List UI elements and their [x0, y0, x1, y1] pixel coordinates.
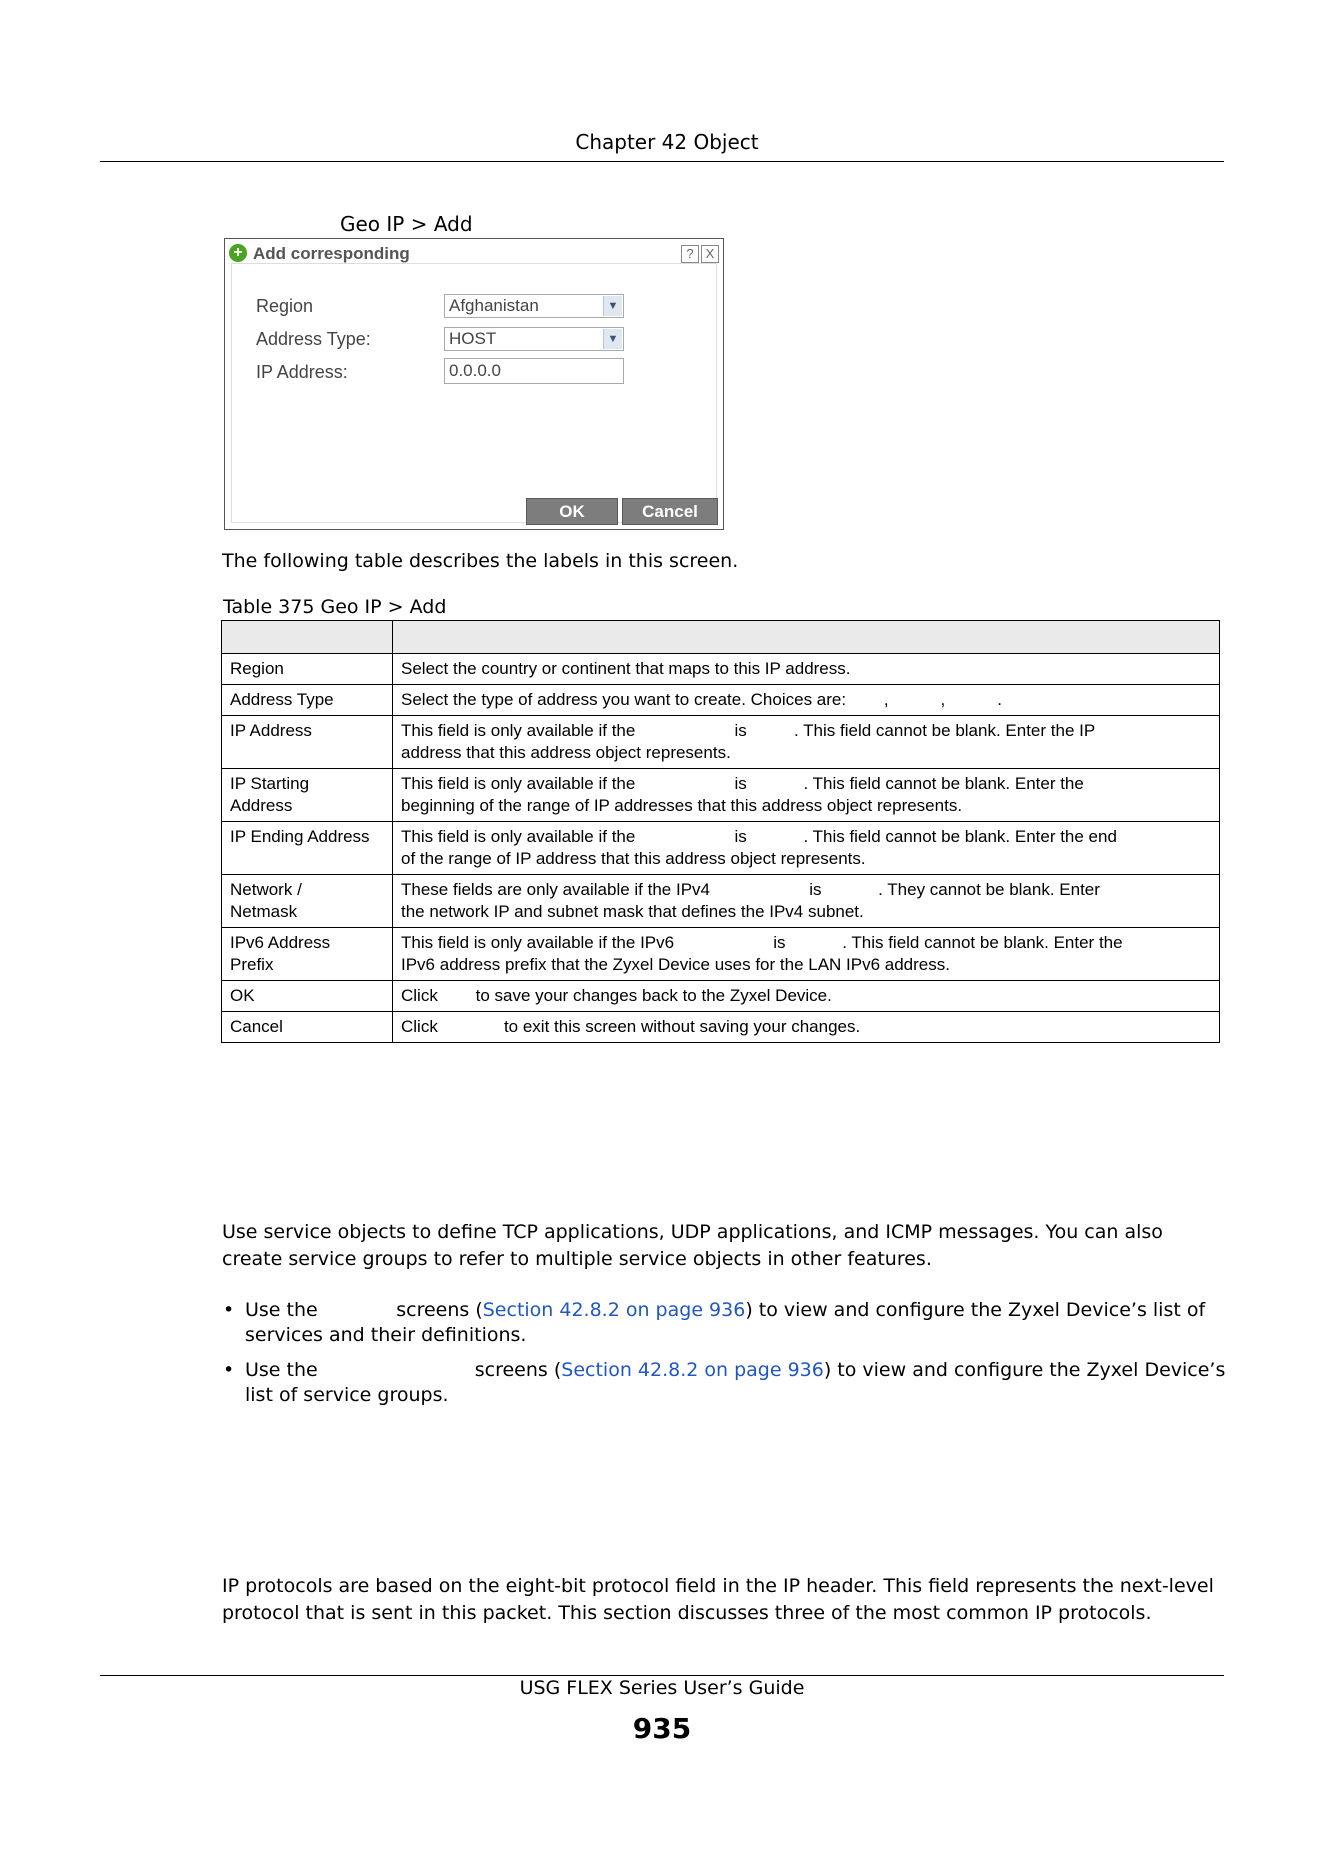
figure-caption: Geo IP > Add [340, 212, 473, 236]
desc-line: IPv6 address prefix that the Zyxel Device uses for the LAN IPv6 address. [401, 955, 950, 974]
section-link[interactable]: Section 42.8.2 on page 936 [561, 1359, 824, 1381]
dialog-title-bar [227, 241, 721, 263]
paragraph-line: protocol that is sent in this packet. This section discusses three of the most common IP protocols. [222, 1602, 1152, 1624]
ok-button[interactable]: OK [526, 498, 618, 525]
row-description: Select the country or continent that maps to this IP address. [393, 654, 1220, 685]
chevron-down-icon: ▼ [603, 296, 622, 316]
help-icon[interactable]: ? [681, 245, 699, 263]
row-label [222, 875, 393, 928]
row-description: Click to exit this screen without saving your changes. [393, 1012, 1220, 1043]
paragraph-line: create service groups to refer to multiple service objects in other features. [222, 1248, 932, 1270]
section-link[interactable]: Section 42.8.2 on page 936 [482, 1299, 746, 1321]
paragraph-line: Use service objects to define TCP applications, UDP applications, and ICMP messages. You can also [222, 1221, 1163, 1243]
service-intro [222, 1219, 1163, 1273]
bullet-body [245, 1298, 1245, 1348]
table-header-row [222, 621, 1220, 654]
bullet-text: ) to view and configure the Zyxel Device’s list of [745, 1299, 1206, 1321]
bullet-icon: • [223, 1359, 235, 1381]
dialog-body [231, 263, 717, 523]
paragraph-line: IP protocols are based on the eight-bit protocol field in the IP header. This field represents the next-level [222, 1575, 1214, 1597]
address-type-value: HOST [449, 329, 497, 348]
desc-line: This field is only available if the is . This field cannot be blank. Enter the [401, 774, 1084, 793]
protocols-paragraph [222, 1573, 1214, 1627]
bullet-icon: • [223, 1299, 235, 1321]
guide-title: USG FLEX Series User’s Guide [519, 1677, 805, 1699]
row-description [393, 822, 1220, 875]
label-line: IPv6 Address [230, 933, 331, 952]
header-rule [100, 161, 1224, 162]
add-corresponding-dialog [224, 238, 724, 530]
label-line: Network / [230, 880, 302, 899]
address-type-select[interactable] [444, 327, 624, 351]
labels-table [221, 620, 1220, 1043]
page-number: 935 [632, 1712, 692, 1745]
table-row [222, 685, 1220, 716]
desc-line: address that this address object represents. [401, 743, 731, 762]
row-label: OK [222, 981, 393, 1012]
table-row [222, 875, 1220, 928]
bullet-line [245, 1298, 1245, 1323]
table-row [222, 822, 1220, 875]
label-line: Netmask [230, 902, 298, 921]
region-label: Region [256, 296, 314, 316]
desc-line: of the range of IP address that this address object represents. [401, 849, 866, 868]
row-description [393, 875, 1220, 928]
desc-line: the network IP and subnet mask that defines the IPv4 subnet. [401, 902, 864, 921]
chapter-title: Chapter 42 Object [575, 130, 759, 154]
desc-line: This field is only available if the IPv6 is . This field cannot be blank. Enter the [401, 933, 1123, 952]
row-label: IP Address [222, 716, 393, 769]
row-description [393, 716, 1220, 769]
row-label: IP Ending Address [222, 822, 393, 875]
table-row [222, 1012, 1220, 1043]
desc-line: This field is only available if the is . This field cannot be blank. Enter the IP [401, 721, 1096, 740]
table-intro: The following table describes the labels in this screen. [222, 550, 739, 572]
row-label: Cancel [222, 1012, 393, 1043]
row-description: Click to save your changes back to the Zyxel Device. [393, 981, 1220, 1012]
bullet-text: Use the screens ( [245, 1299, 483, 1321]
label-line: Prefix [230, 955, 274, 974]
bullet-line: services and their definitions. [245, 1324, 527, 1346]
row-description [393, 769, 1220, 822]
address-type-label: Address Type: [256, 329, 371, 349]
bullet-text: ) to view and configure the Zyxel Device’s [823, 1359, 1226, 1381]
dialog-title: Add corresponding [253, 244, 410, 263]
desc-line: These fields are only available if the IPv4 is . They cannot be blank. Enter [401, 880, 1100, 899]
table-row [222, 654, 1220, 685]
bullet-text: Use the screens ( [245, 1359, 562, 1381]
ip-address-input[interactable]: 0.0.0.0 [444, 358, 624, 384]
row-label [222, 769, 393, 822]
region-value: Afghanistan [449, 296, 539, 315]
row-label: Address Type [222, 685, 393, 716]
bullet-body [245, 1358, 1245, 1408]
table-row [222, 769, 1220, 822]
cancel-button[interactable]: Cancel [622, 498, 718, 525]
table-caption: Table 375 Geo IP > Add [223, 596, 447, 618]
label-line: Address [230, 796, 293, 815]
add-icon: + [229, 244, 247, 262]
row-label [222, 928, 393, 981]
row-label: Region [222, 654, 393, 685]
bullet-line: list of service groups. [245, 1384, 449, 1406]
bullet-line [245, 1358, 1245, 1383]
row-description [393, 928, 1220, 981]
desc-line: beginning of the range of IP addresses that this address object represents. [401, 796, 963, 815]
ip-address-label: IP Address: [256, 362, 348, 382]
footer-rule [100, 1675, 1224, 1676]
table-row [222, 928, 1220, 981]
table-row [222, 716, 1220, 769]
label-line: IP Starting [230, 774, 310, 793]
close-icon[interactable]: X [701, 245, 719, 263]
desc-line: This field is only available if the is . This field cannot be blank. Enter the end [401, 827, 1117, 846]
region-select[interactable] [444, 294, 624, 318]
row-description: Select the type of address you want to create. Choices are: , , . [393, 685, 1220, 716]
table-row [222, 981, 1220, 1012]
chevron-down-icon: ▼ [603, 329, 622, 349]
